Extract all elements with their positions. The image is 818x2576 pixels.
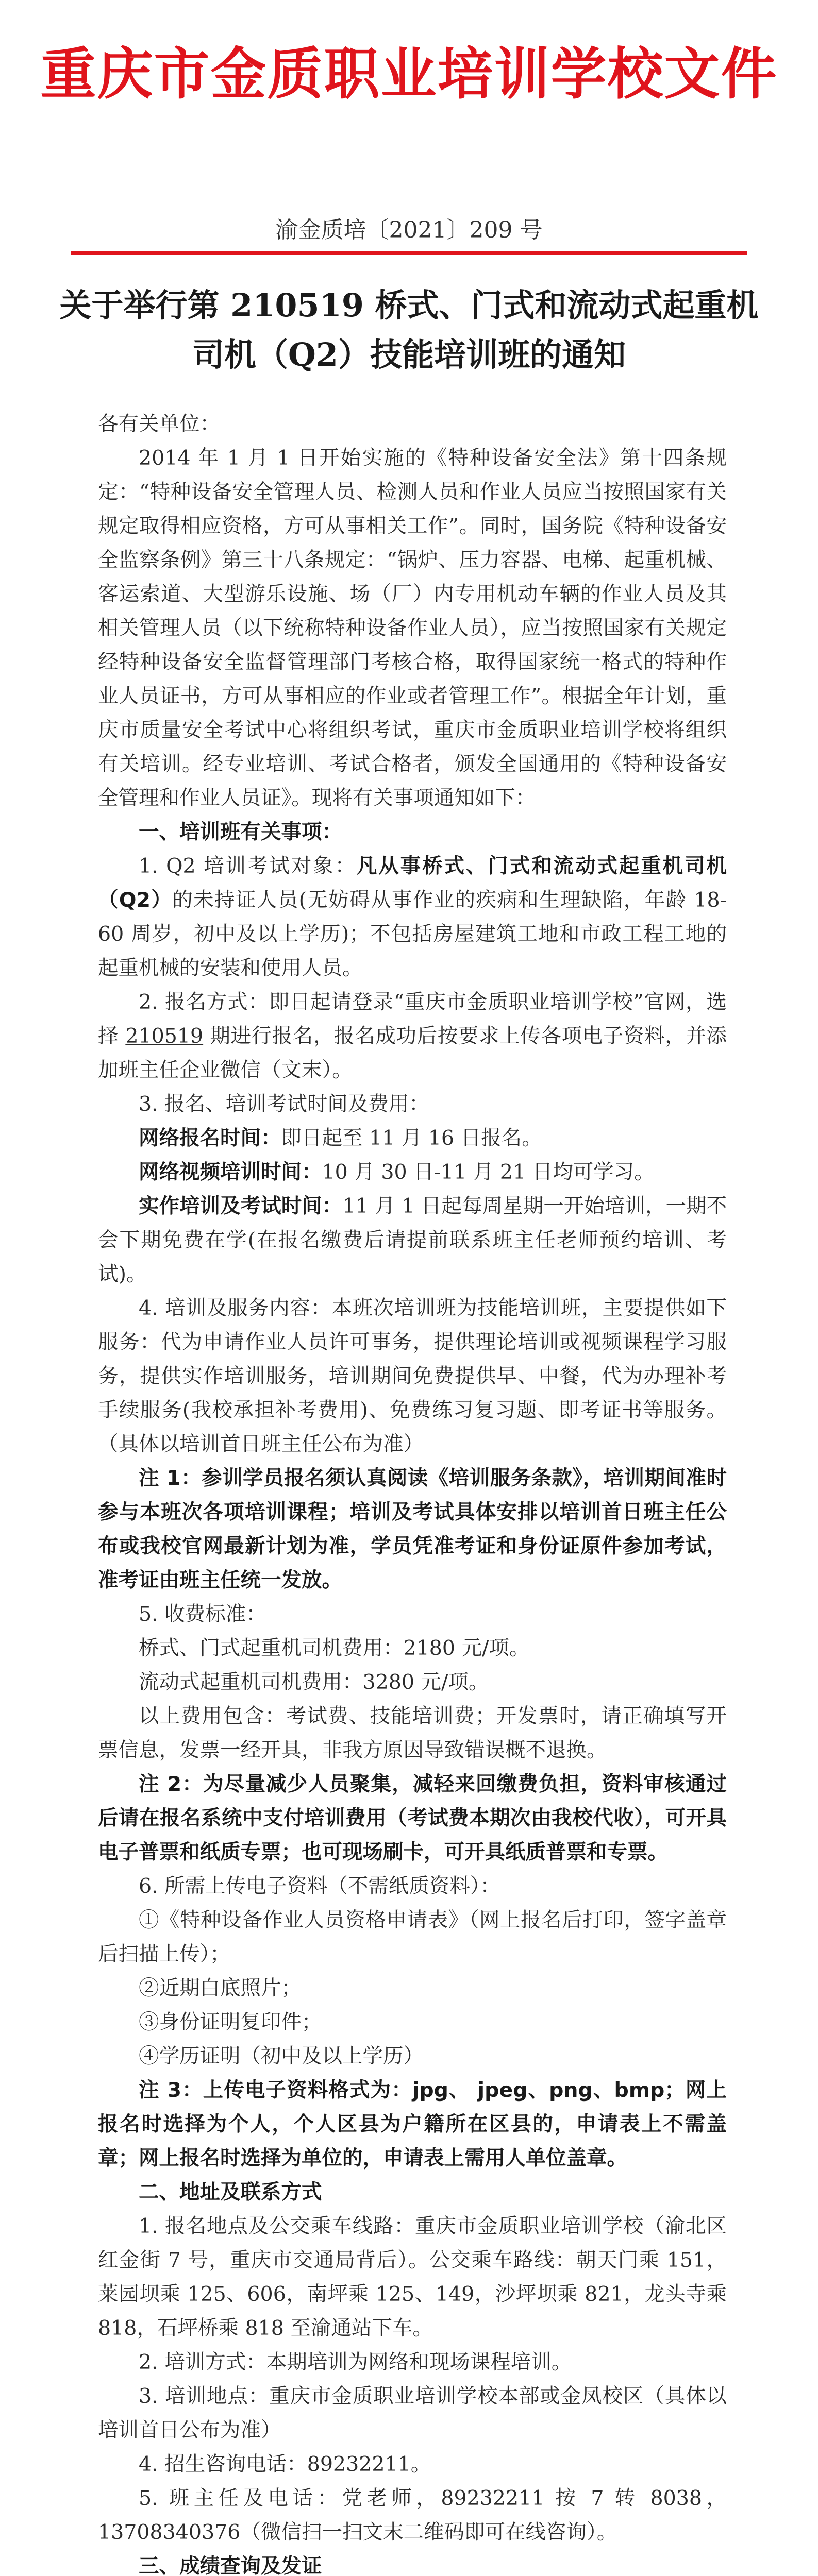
section2-item1: 1. 报名地点及公交乘车线路：重庆市金质职业培训学校（渝北区红金街 7 号，重庆市交通局背后）。公交乘车路线：朝天门乘 151，莱园坝乘 125、606，南坪乘 125、149，沙坪坝乘 821，龙头寺乘 818，石坪桥乘 818 至渝通站下车。 <box>98 2214 727 2340</box>
section3-heading: 三、成绩查询及发证 <box>139 2554 322 2576</box>
section1-item5: 5. 收费标准： <box>139 1602 266 1626</box>
required-doc-3: ③身份证明复印件； <box>139 2010 322 2034</box>
video-training-time <box>98 1155 727 1189</box>
note2: 注 2：为尽量减少人员聚集，减轻来回缴费负担，资料审核通过后请在报名系统中支付培训费用（考试费本期次由我校代收），可开具电子普票和纸质专票；也可现场刷卡，可开具纸质普票和专票。 <box>98 1772 727 1864</box>
note3: 注 3：上传电子资料格式为：jpg、 jpeg、png、bmp；网上报名时选择为个人，个人区县为户籍所在区县的，申请表上不需盖章；网上报名时选择为单位的，申请表上需用人单位盖章。 <box>98 2078 727 2170</box>
section2-item5: 5. 班主任及电话：党老师，89232211 按 7 转 8038，13708340376（微信扫一扫文末二维码即可在线咨询）。 <box>98 2486 727 2544</box>
required-doc-4: ④学历证明（初中及以上学历） <box>139 2044 424 2068</box>
notice-title: 关于举行第 210519 桥式、门式和流动式起重机司机（Q2）技能培训班的通知 <box>59 286 759 374</box>
document-number: 渝金质培〔2021〕209 号 <box>275 217 543 243</box>
section1-item2 <box>98 985 727 1087</box>
header-red-rule <box>71 251 747 255</box>
online-registration-time <box>98 1121 727 1155</box>
fee-mobile-crane: 流动式起重机司机费用：3280 元/项。 <box>139 1670 489 1694</box>
section2-item4: 4. 招生咨询电话：89232211。 <box>139 2452 431 2476</box>
item1-label: 1. Q2 培训考试对象： <box>139 854 357 878</box>
online-reg-label: 网络报名时间： <box>139 1126 281 1150</box>
intro-paragraph: 2014 年 1 月 1 日开始实施的《特种设备安全法》第十四条规定：“特种设备安全管理人员、检测人员和作业人员应当按照国家有关规定取得相应资格，方可从事相关工作”。同时，国务院《特种设备安全监察条例》第三十八条规定：“锅炉、压力容器、电梯、起重机械、客运索道、大型游乐设施、场（厂）内专用机动车辆的作业人员及其相关管理人员（以下统称特种设备作业人员），应当按照国家有关规定经特种设备安全监督管理部门考核合格，取得国家统一格式的特种作业人员证书，方可从事相应的作业或者管理工作”。根据全年计划，重庆市质量安全考试中心将组织考试，重庆市金质职业培训学校将组织有关培训。经专业培训、考试合格者，颁发全国通用的《特种设备安全管理和作业人员证》。现将有关事项通知如下： <box>98 446 727 810</box>
greeting: 各有关单位： <box>98 412 220 436</box>
section2-item3: 3. 培训地点：重庆市金质职业培训学校本部或金凤校区（具体以培训首日公布为准） <box>98 2384 727 2442</box>
required-doc-2: ②近期白底照片； <box>139 1976 302 2000</box>
video-label: 网络视频培训时间： <box>139 1160 322 1184</box>
section1-heading: 一、培训班有关事项： <box>139 820 342 844</box>
practical-value: 11 月 1 日起每周星期一开始培训，一期不会下期免费在学(在报名缴费后请提前联系班主任老师预约培训、考试)。 <box>98 1194 727 1286</box>
note1: 注 1：参训学员报名须认真阅读《培训服务条款》，培训期间准时参与本班次各项培训课程；培训及考试具体安排以培训首日班主任公布或我校官网最新计划为准，学员凭准考证和身份证原件参加考试，准考证由班主任统一发放。 <box>98 1466 727 1592</box>
class-number-link[interactable]: 210519 <box>125 1024 204 1048</box>
online-reg-value: 即日起至 11 月 16 日报名。 <box>281 1126 542 1150</box>
item1-bold: 凡从事桥式、门式和流动式起重机司机（Q2） <box>98 854 727 912</box>
section2-heading: 二、地址及联系方式 <box>139 2180 322 2204</box>
document-body <box>98 407 727 2576</box>
item2-text-b: 期进行报名，报名成功后按要求上传各项电子资料，并添加班主任企业微信（文末）。 <box>98 1024 727 1082</box>
section1-item1 <box>98 849 727 985</box>
item2-text-a: 2. 报名方式：即日起请登录“重庆市金质职业培训学校”官网，选择 <box>98 990 727 1048</box>
section1-item4: 4. 培训及服务内容：本班次培训班为技能培训班，主要提供如下服务：代为申请作业人员许可事务，提供理论培训或视频课程学习服务，提供实作培训服务，培训期间免费提供早、中餐，代为办理补考手续服务(我校承担补考费用)、免费练习复习题、即考证书等服务。（具体以培训首日班主任公布为准） <box>98 1296 727 1456</box>
practical-training-time <box>98 1189 727 1291</box>
document-header-title: 重庆市金质职业培训学校文件 <box>40 42 778 107</box>
fee-note: 以上费用包含：考试费、技能培训费；开发票时，请正确填写开票信息，发票一经开具，非我方原因导致错误概不退换。 <box>98 1704 727 1762</box>
practical-label: 实作培训及考试时间： <box>139 1194 343 1218</box>
item1-rest: 的未持证人员(无妨碍从事作业的疾病和生理缺陷，年龄 18-60 周岁，初中及以上学历)；不包括房屋建筑工地和市政工程工地的起重机械的安装和使用人员。 <box>98 888 727 980</box>
video-value: 10 月 30 日-11 月 21 日均可学习。 <box>322 1160 655 1184</box>
section1-item6: 6. 所需上传电子资料（不需纸质资料）： <box>139 1874 500 1898</box>
section1-item3: 3. 报名、培训考试时间及费用： <box>139 1092 429 1116</box>
required-doc-1: ①《特种设备作业人员资格申请表》（网上报名后打印，签字盖章后扫描上传）； <box>98 1908 727 1966</box>
fee-bridge-crane: 桥式、门式起重机司机费用：2180 元/项。 <box>139 1636 530 1660</box>
section2-item2: 2. 培训方式：本期培训为网络和现场课程培训。 <box>139 2350 572 2374</box>
